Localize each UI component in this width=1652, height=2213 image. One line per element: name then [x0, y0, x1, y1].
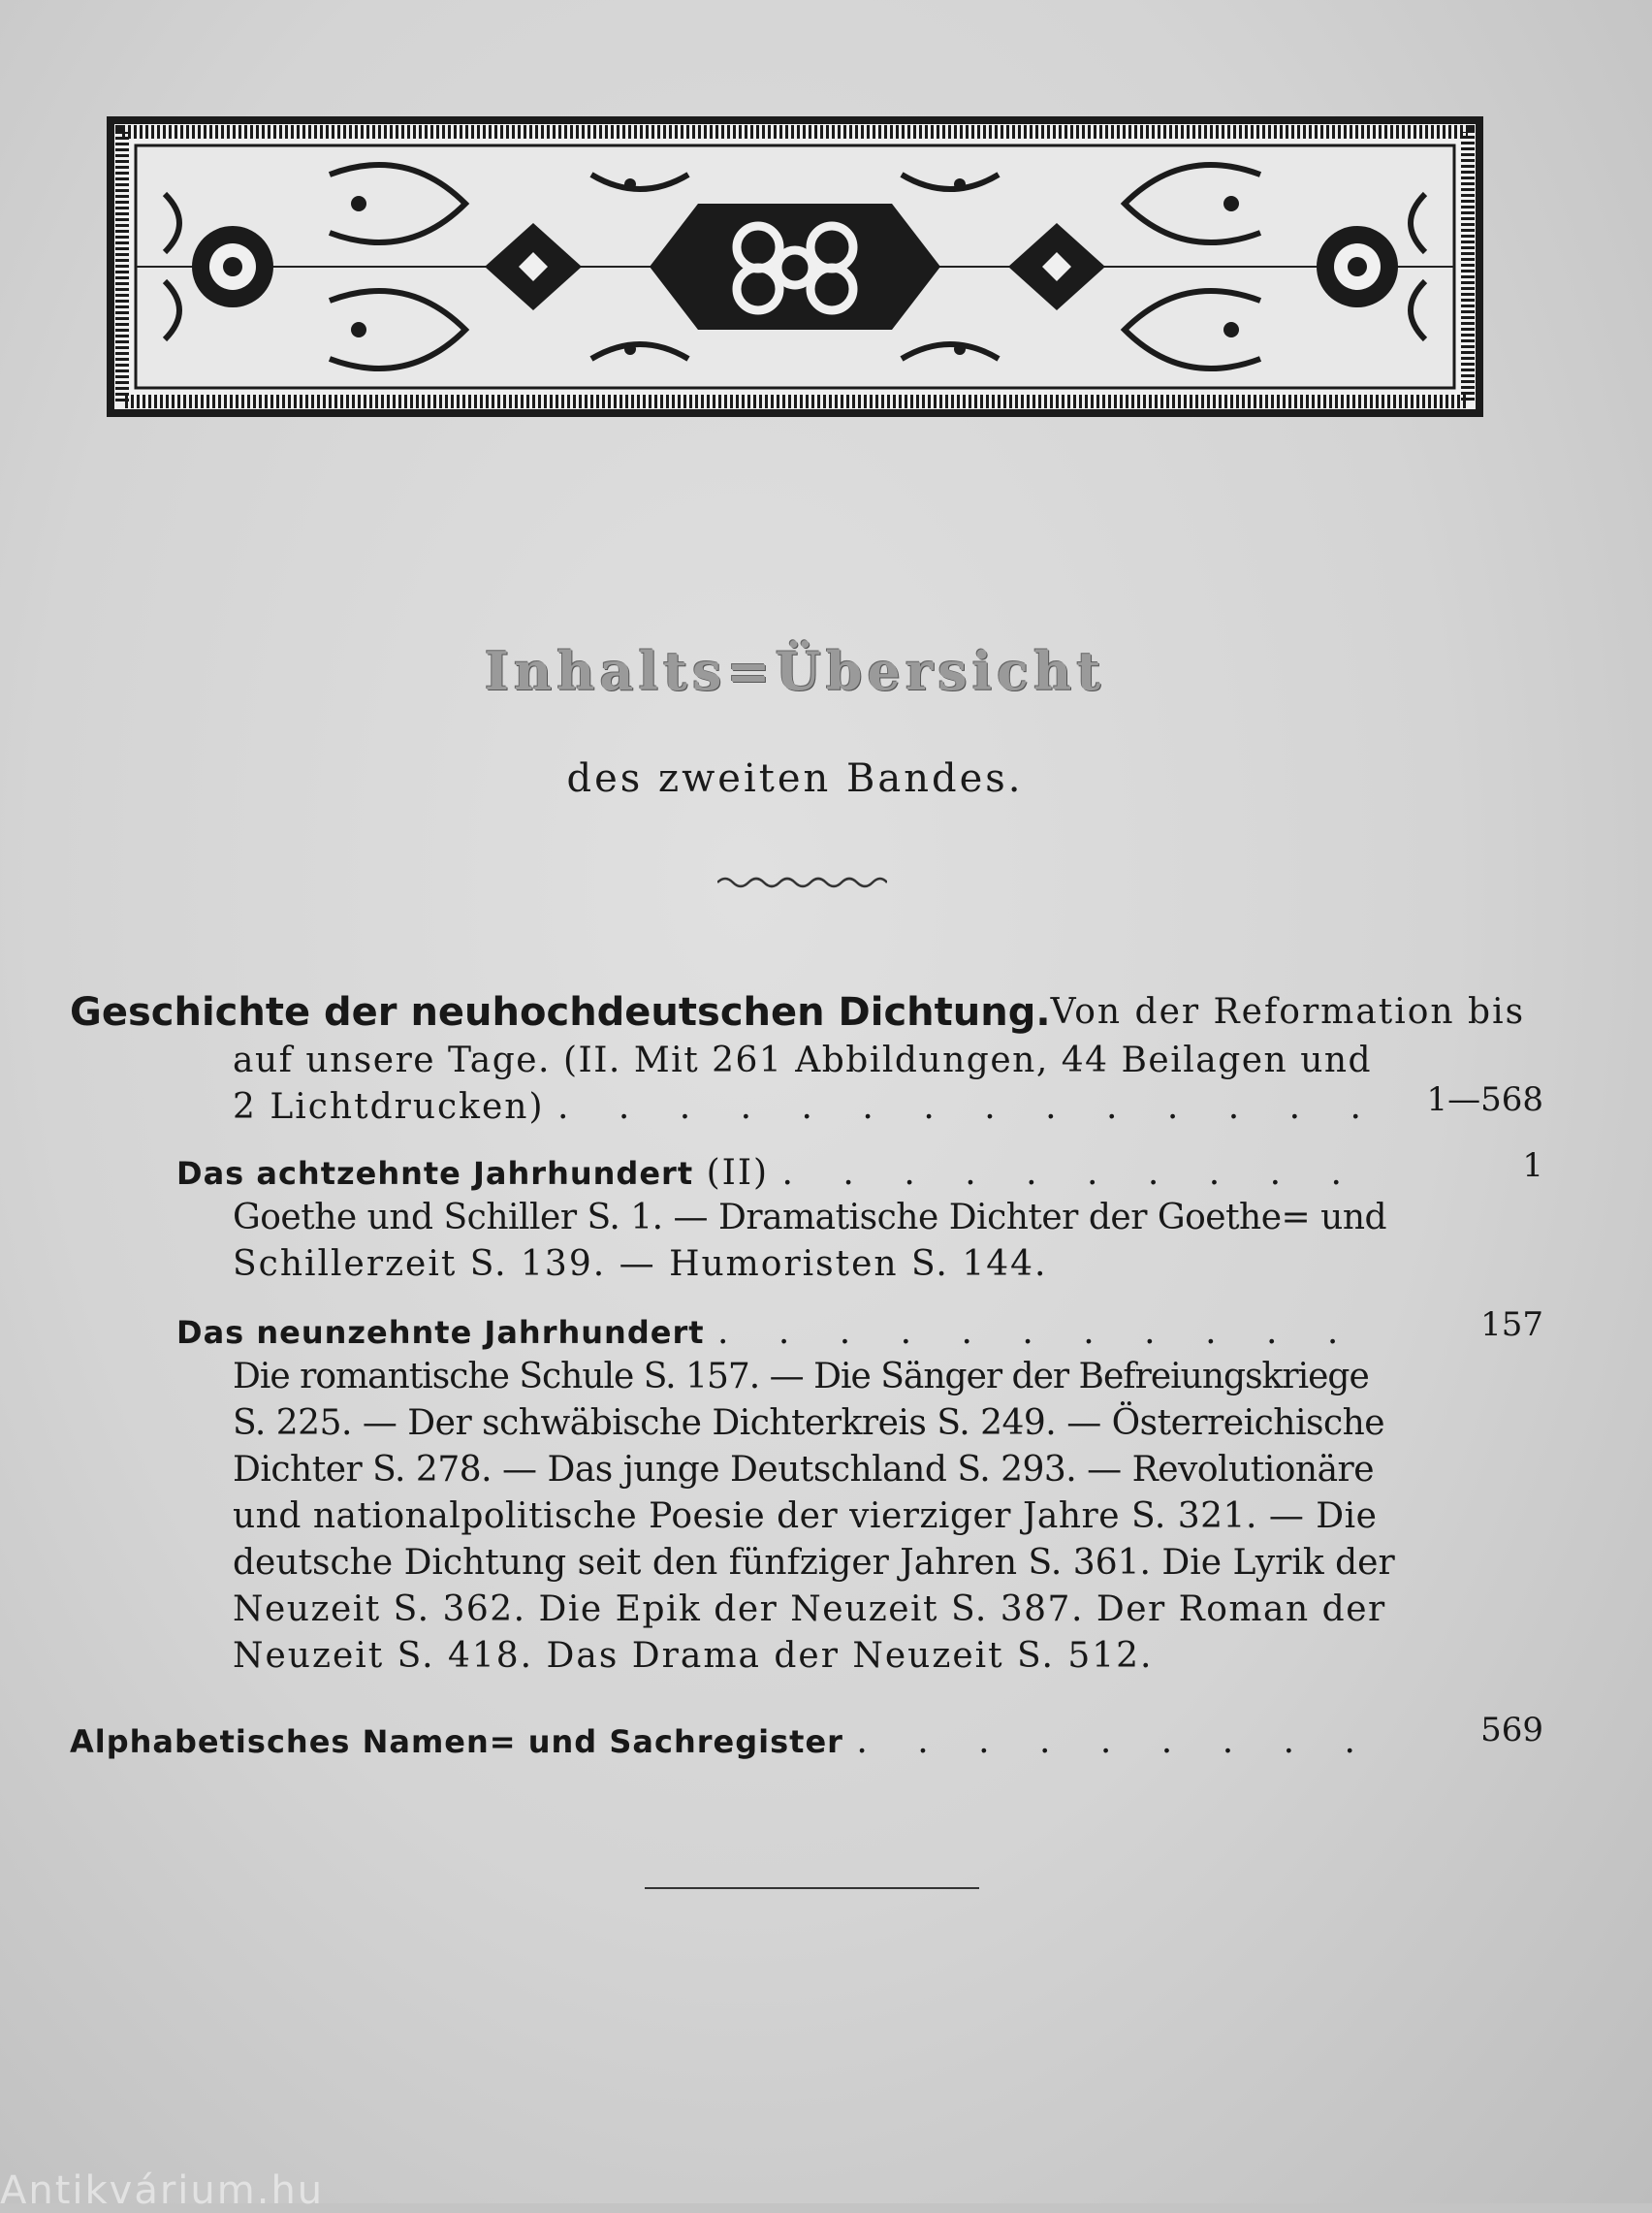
toc-register-pages: 569 [1480, 1711, 1543, 1749]
toc-section-2-line: und nationalpolitische Poesie der vierziger Jahre S. 321. — Die [233, 1496, 1378, 1536]
toc-section-2-line: S. 225. — Der schwäbische Dichterkreis S. 249. — Österreichische [233, 1403, 1385, 1443]
dot-leader: . . . . . . . . . . [781, 1153, 1361, 1193]
page-title: Inhalts=Übersicht [484, 640, 1106, 702]
toc-main-entry-line-3-text: 2 Lichtdrucken) [233, 1087, 545, 1127]
toc-register-heading: Alphabetisches Namen= und Sachregister [70, 1723, 843, 1760]
watermark: Antikvárium.hu [0, 2168, 325, 2213]
dot-leader: . . . . . . . . . . . [716, 1312, 1358, 1352]
toc-section-2-line: Neuzeit S. 418. Das Drama der Neuzeit S. 512. [233, 1636, 1154, 1676]
toc-main-entry-line-1 [70, 989, 1526, 1036]
toc-section-1-line: Goethe und Schiller S. 1. — Dramatische Dichter der Goethe= und [233, 1198, 1387, 1237]
toc-section-2-heading-line [176, 1309, 1357, 1356]
toc-main-entry-pages: 1—568 [1426, 1080, 1543, 1119]
dot-leader: . . . . . . . . . . . . . . [557, 1087, 1381, 1127]
toc-section-1-heading: Das achtzehnte Jahrhundert [176, 1155, 694, 1192]
dot-leader: . . . . . . . . . [856, 1721, 1375, 1761]
toc-section-2-line: deutsche Dichtung seit den fünfziger Jahren S. 361. Die Lyrik der [233, 1543, 1395, 1583]
toc-main-heading: Geschichte der neuhochdeutschen Dichtung. [70, 990, 1051, 1035]
toc-section-1-line: Schillerzeit S. 139. — Humoristen S. 144. [233, 1244, 1048, 1284]
toc-section-1-pages: 1 [1522, 1146, 1543, 1185]
toc-main-entry-line-2: auf unsere Tage. (II. Mit 261 Abbildungen, 44 Beilagen und [233, 1041, 1373, 1080]
toc-section-1-heading-suffix: (II) [706, 1153, 770, 1193]
toc-section-2-line: Die romantische Schule S. 157. — Die Sänger der Befreiungskriege [233, 1357, 1369, 1396]
toc-section-2-pages: 157 [1480, 1305, 1543, 1344]
toc-main-heading-continuation: Von der Reformation bis [1050, 992, 1526, 1032]
page-subtitle: des zweiten Bandes. [566, 756, 1024, 801]
closing-rule [645, 1887, 979, 1889]
toc-section-2-line: Dichter S. 278. — Das junge Deutschland S. 293. — Revolutionäre [233, 1450, 1375, 1490]
toc-register-line [70, 1718, 1375, 1765]
toc-section-2-heading: Das neunzehnte Jahrhundert [176, 1314, 705, 1351]
toc-section-2-line: Neuzeit S. 362. Die Epik der Neuzeit S. 387. Der Roman der [233, 1589, 1386, 1629]
toc-section-1-heading-line [176, 1150, 1361, 1197]
toc-main-entry-line-3 [233, 1084, 1381, 1131]
